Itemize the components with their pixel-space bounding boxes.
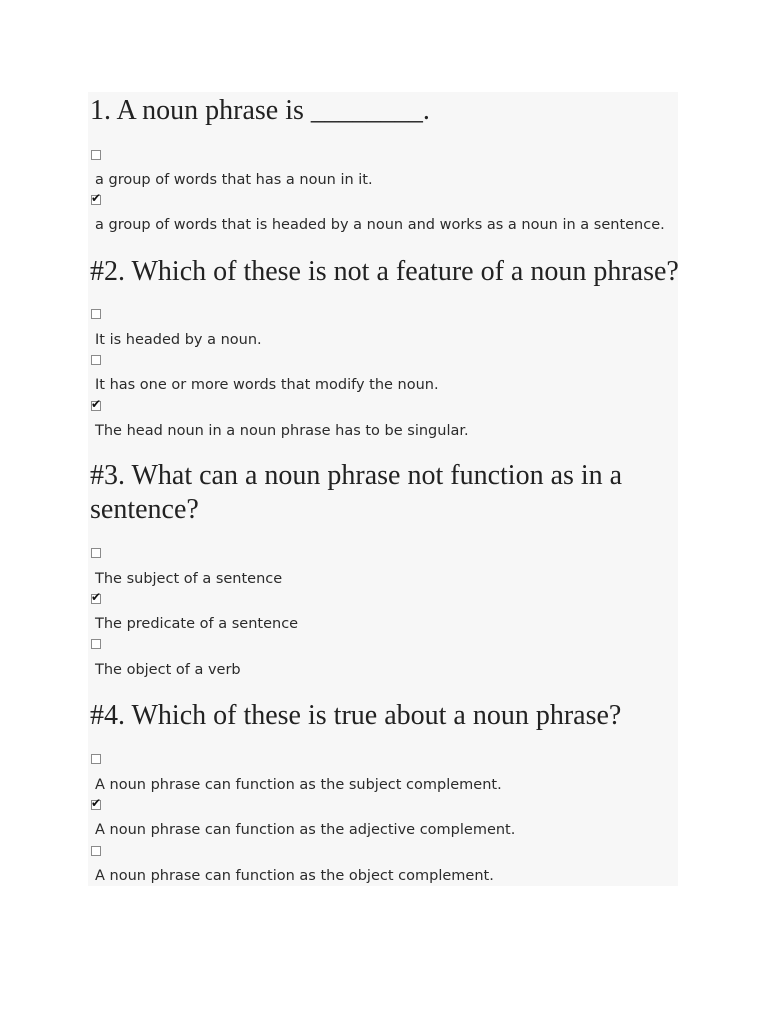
q1-option-2-checkbox[interactable]	[91, 191, 102, 205]
q1-option-2-label: a group of words that is headed by a noun and works as a noun in a sentence.	[95, 217, 665, 233]
check-mark-icon: ✔	[91, 191, 102, 205]
question-1-title: 1. A noun phrase is ________.	[90, 95, 430, 126]
q1-option-1-label: a group of words that has a noun in it.	[95, 172, 373, 188]
check-mark-icon: ✔	[91, 796, 102, 810]
q3-option-2-checkbox[interactable]	[91, 590, 102, 604]
q4-option-3-checkbox[interactable]	[91, 846, 101, 856]
q2-option-1-label: It is headed by a noun.	[95, 332, 262, 348]
q3-option-3-label: The object of a verb	[95, 662, 241, 678]
q4-option-1-checkbox[interactable]	[91, 754, 101, 764]
q2-option-2-checkbox[interactable]	[91, 355, 101, 365]
q4-option-2-checkbox[interactable]	[91, 796, 102, 810]
check-mark-icon: ✔	[91, 590, 102, 604]
q3-option-1-checkbox[interactable]	[91, 548, 101, 558]
question-4-title: #4. Which of these is true about a noun phrase?	[90, 700, 622, 731]
q3-option-1-label: The subject of a sentence	[95, 571, 283, 587]
check-mark-icon: ✔	[91, 397, 102, 411]
q4-option-2-label: A noun phrase can function as the adjective complement.	[95, 822, 516, 838]
q4-option-1-label: A noun phrase can function as the subject complement.	[95, 777, 502, 793]
q2-option-2-label: It has one or more words that modify the noun.	[95, 377, 439, 393]
q2-option-3-checkbox[interactable]	[91, 397, 102, 411]
q4-option-3-label: A noun phrase can function as the object complement.	[95, 868, 494, 884]
q1-option-1-checkbox[interactable]	[91, 150, 101, 160]
question-3-title: #3. What can a noun phrase not function as in a sentence?	[90, 460, 623, 525]
question-2-title: #2. Which of these is not a feature of a noun phrase?	[90, 256, 679, 287]
q3-option-2-label: The predicate of a sentence	[95, 616, 299, 632]
q2-option-1-checkbox[interactable]	[91, 309, 101, 319]
q2-option-3-label: The head noun in a noun phrase has to be singular.	[95, 423, 469, 439]
q3-option-3-checkbox[interactable]	[91, 639, 101, 649]
